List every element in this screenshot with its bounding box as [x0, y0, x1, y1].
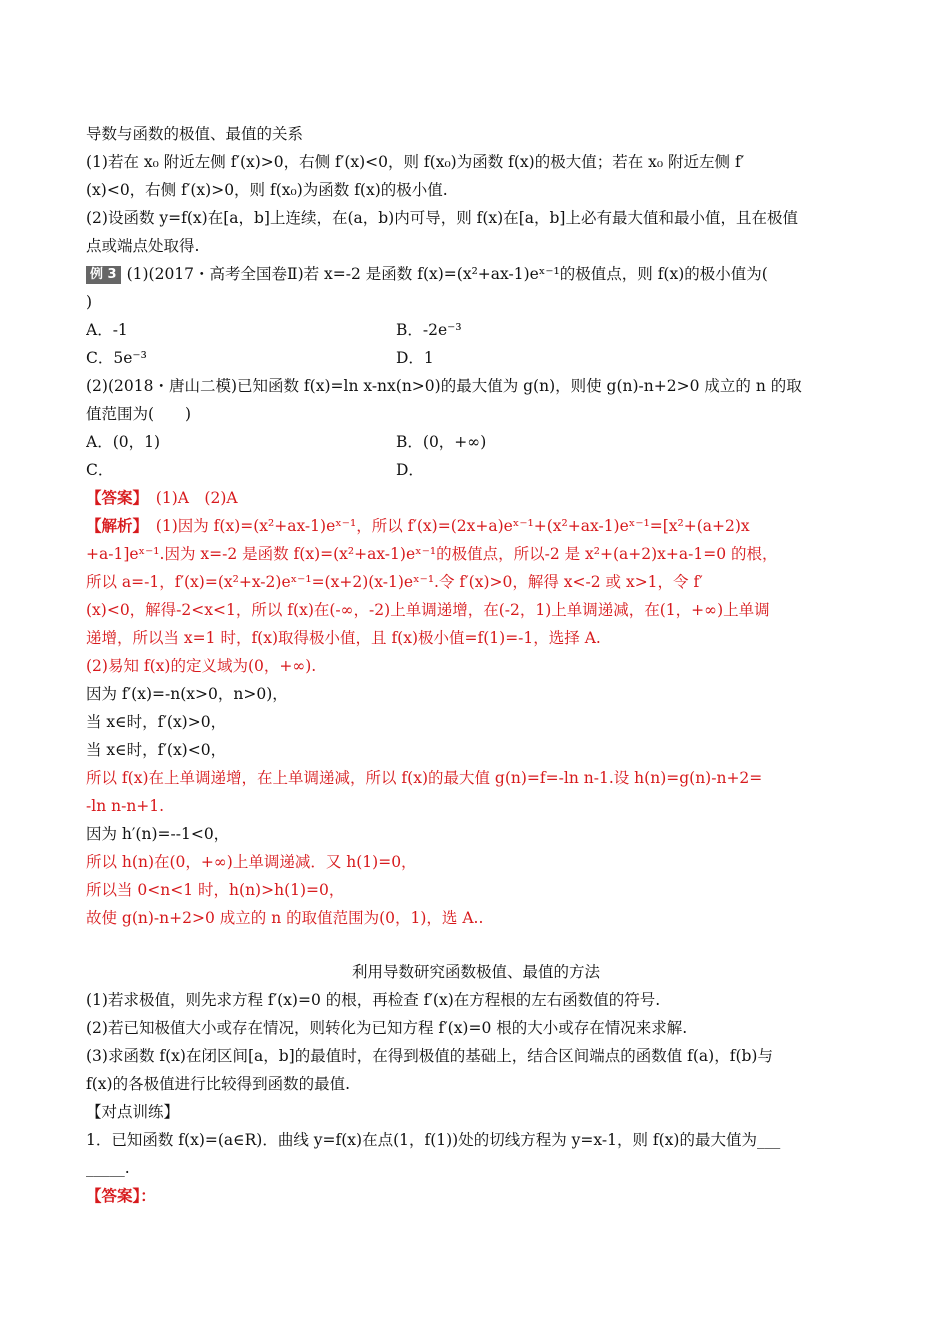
solution-line: 当 x∈时，f′(x)<0，: [86, 741, 227, 759]
option-a: A．-1: [86, 321, 128, 339]
training-question-tail: _____.: [86, 1159, 130, 1177]
option-b: B．(0，+∞): [396, 433, 487, 451]
analysis-line: (x)<0，解得-2<x<1，所以 f(x)在(-∞，-2)上单调递增，在(-2，1)上单调递减，在(1，+∞)上单调: [86, 601, 770, 619]
answer-text: (1)A (2)A: [155, 489, 238, 507]
example-badge: 例 3: [86, 266, 121, 284]
analysis-line: 所以 h(n)在(0，+∞)上单调递减．又 h(1)=0，: [86, 853, 417, 871]
analysis-line: 故使 g(n)-n+2>0 成立的 n 的取值范围为(0，1)，选 A..: [86, 909, 484, 927]
option-d: D．: [396, 461, 424, 479]
option-d: D．1: [396, 349, 434, 367]
analysis-line: +a-1]eˣ⁻¹.因为 x=-2 是函数 f(x)=(x²+ax-1)eˣ⁻¹的极值点，所以-2 是 x²+(a+2)x+a-1=0 的根，: [86, 545, 778, 563]
training-label: 【对点训练】: [86, 1103, 180, 1121]
example3-q1-text: (1)(2017・高考全国卷Ⅱ)若 x=-2 是函数 f(x)=(x²+ax-1)eˣ⁻¹的极值点，则 f(x)的极小值为(: [126, 265, 768, 283]
analysis-text: (1)因为 f(x)=(x²+ax-1)eˣ⁻¹，所以 f′(x)=(2x+a)eˣ⁻¹+(x²+ax-1)eˣ⁻¹=[x²+(a+2)x: [155, 517, 750, 535]
solution-line: 因为 f′(x)=-n(x>0，n>0)，: [86, 685, 288, 703]
section2-line: f(x)的各极值进行比较得到函数的最值.: [86, 1075, 351, 1093]
section2-line: (3)求函数 f(x)在闭区间[a，b]的最值时，在得到极值的基础上，结合区间端点的函数值 f(a)，f(b)与: [86, 1047, 773, 1065]
section2-line: (1)若求极值，则先求方程 f′(x)=0 的根，再检查 f′(x)在方程根的左右函数值的符号.: [86, 991, 661, 1009]
options-row: [86, 316, 866, 344]
analysis-line: 递增，所以当 x=1 时，f(x)取得极小值，且 f(x)极小值=f(1)=-1，选择 A.: [86, 629, 601, 647]
example3-question2: (2)(2018・唐山二模)已知函数 f(x)=ln x-nx(n>0)的最大值为 g(n)，则使 g(n)-n+2>0 成立的 n 的取: [86, 377, 802, 395]
option-c: C．: [86, 461, 114, 479]
options-row: [86, 456, 866, 484]
document-page: [86, 120, 866, 1210]
section2-line: (2)若已知极值大小或存在情况，则转化为已知方程 f′(x)=0 根的大小或存在情况来求解.: [86, 1019, 688, 1037]
analysis-label: 【解析】: [86, 516, 141, 535]
solution-line: 因为 h′(n)=--1<0，: [86, 825, 230, 843]
example3-q1-tail: ): [86, 293, 93, 311]
example3-question1: [86, 260, 866, 288]
section1-title: 导数与函数的极值、最值的关系: [86, 125, 304, 143]
training-answer-label: 【答案】：: [86, 1186, 156, 1205]
analysis-line: -ln n-n+1.: [86, 797, 165, 815]
section1-line: (2)设函数 y=f(x)在[a，b]上连续，在(a，b)内可导，则 f(x)在[a，b]上必有最大值和最小值，且在极值: [86, 209, 798, 227]
training-question: 1．已知函数 f(x)=(a∈R)．曲线 y=f(x)在点(1，f(1))处的切线方程为 y=x-1，则 f(x)的最大值为___: [86, 1131, 781, 1149]
options-row: [86, 428, 866, 456]
section1-line: (x)<0，右侧 f′(x)>0，则 f(x₀)为函数 f(x)的极小值.: [86, 181, 448, 199]
option-a: A．(0，1): [86, 433, 161, 451]
analysis-line: 所以当 0<n<1 时，h(n)>h(1)=0，: [86, 881, 345, 899]
section1-line: (1)若在 x₀ 附近左侧 f′(x)>0，右侧 f′(x)<0，则 f(x₀)为函数 f(x)的极大值；若在 x₀ 附近左侧 f′: [86, 153, 745, 171]
solution-line: 当 x∈时，f′(x)>0，: [86, 713, 227, 731]
analysis-line: 所以 f(x)在上单调递增，在上单调递减，所以 f(x)的最大值 g(n)=f=-ln n-1.设 h(n)=g(n)-n+2=: [86, 769, 763, 787]
example3-q2-tail: 值范围为( ): [86, 405, 192, 423]
section2-title: 利用导数研究函数极值、最值的方法: [351, 963, 600, 981]
analysis-line: [86, 512, 866, 540]
options-row: [86, 344, 866, 372]
section1-line: 点或端点处取得.: [86, 237, 200, 255]
answer-label: 【答案】: [86, 488, 141, 507]
option-c: C．5e⁻³: [86, 349, 147, 367]
analysis-line: 所以 a=-1，f′(x)=(x²+x-2)eˣ⁻¹=(x+2)(x-1)eˣ⁻¹.令 f′(x)>0，解得 x<-2 或 x>1，令 f′: [86, 573, 703, 591]
analysis-line: (2)易知 f(x)的定义域为(0，+∞).: [86, 657, 317, 675]
answer-line: [86, 484, 866, 512]
option-b: B．-2e⁻³: [396, 321, 462, 339]
